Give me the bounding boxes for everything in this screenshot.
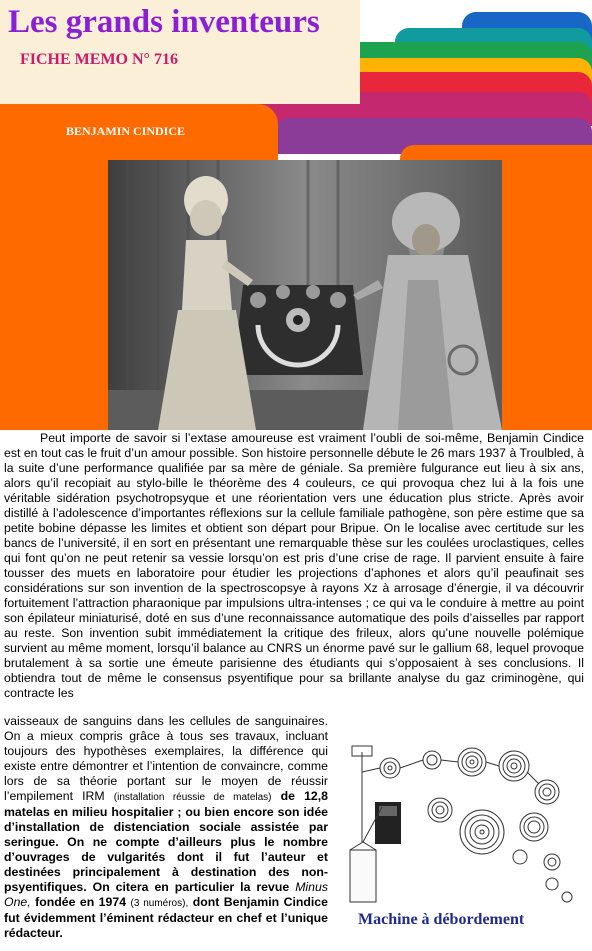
column-text-c: fondée en 1974 bbox=[35, 895, 127, 909]
machine-illustration bbox=[342, 732, 582, 907]
journal-name: Minus One, bbox=[4, 880, 328, 909]
header-banner bbox=[0, 0, 592, 430]
column-text-d: dont Benjamin Cindice fut évidemment l’éminent rédacteur en chef et l’unique rédacteur. bbox=[4, 895, 328, 940]
article-intro: Peut importe de savoir si l’extase amoureuse est vraiment l’oubli de soi-même, Benjamin Cindice est en tout cas le fruit d’un amour possible. Son histoire personnelle débute le 26 mars 1937 à Troulbled, à la suite d’une performance qualifiée par sa mère de géniale. Sa première fulgurance eut lieu à six ans, alors qu’il recopiait au stylo-bille le théorème des 4 couleurs, ce qui provoqua chez lui à la fois une véritable sidération psychotropsyque et une réorientation vers une éducation plus stricte. Après avoir distillé à l’adolescence d’importantes réflexions sur la cellule familiale pathogène, son père estime que sa petite bobine dépasse les limites et obtient son départ pour Bripue. On le localise avec certitude sur les bancs de l’université, il en sort en présentant une remarquable thèse sur les coulées uroclastiques, celles qui font qu’on ne peut retenir sa vessie lorsqu’on est pris d’une crise de rage. Il parvient ensuite à faire tousser des muets en laboratoire pour étudier les projections d’aphones et alors qu’il peaufinait ses considérations sur son invention de la spectroscopsye à rayons Xz à arrosage d’énergie, il va découvrir fortuitement l’attraction pharaonique par impulsions ultra-intenses ; ce qui va le conduire à mettre au point son épilateur miniaturisé, doté en sus d’une reconnaissance automatique des poils d’aisselles par rapport au reste. Son invention subit immédiatement la critique des frileux, alors qu’une nouvelle polémique survient au même moment, lorsqu’il balance au CNRS un énorme pavé sur le gallium 68, lequel provoque brutalement à sa sortie une émeute parisienne des étudiants qui s’opposaient à ses conclusions. Il obtiendra tout de même le consensus psyentifique pour sa brillante analyse du gaz criminogène, qui contracte les bbox=[4, 431, 584, 700]
column-text-a: vaisseaux de sanguins dans les cellules de sanguinaires. On a mieux compris grâce à tous ses travaux, incluant toujours des hypothèses exemplaires, la différence qui existe entre démontrer et l’intention de convaincre, comme lors de sa théorie portant sur le moyen de réussir l’empilement IRM bbox=[4, 714, 328, 803]
column-note-issues: (3 numéros), bbox=[130, 898, 189, 909]
inventor-photo bbox=[108, 160, 502, 430]
column-note-mattress: (installation réussie de matelas) bbox=[113, 792, 272, 803]
column-text-b: de 12,8 matelas en milieu hospitalier ; ou bien encore son idée d’installation de distenciation sociale assistée par seringue. On ne compte d’ailleurs plus le nombre d’ouvrages de vulgarités dont il fut l’auteur et destinées principalement à destination des non-psyentifiques. On citera en particulier la revue bbox=[4, 789, 329, 894]
article-column bbox=[4, 714, 328, 941]
figure-caption: Machine à débordement bbox=[358, 911, 525, 928]
page-title: Les grands inventeurs bbox=[8, 4, 320, 40]
inventor-name: BENJAMIN CINDICE bbox=[66, 124, 186, 138]
memo-number: FICHE MEMO N° 716 bbox=[20, 51, 178, 68]
